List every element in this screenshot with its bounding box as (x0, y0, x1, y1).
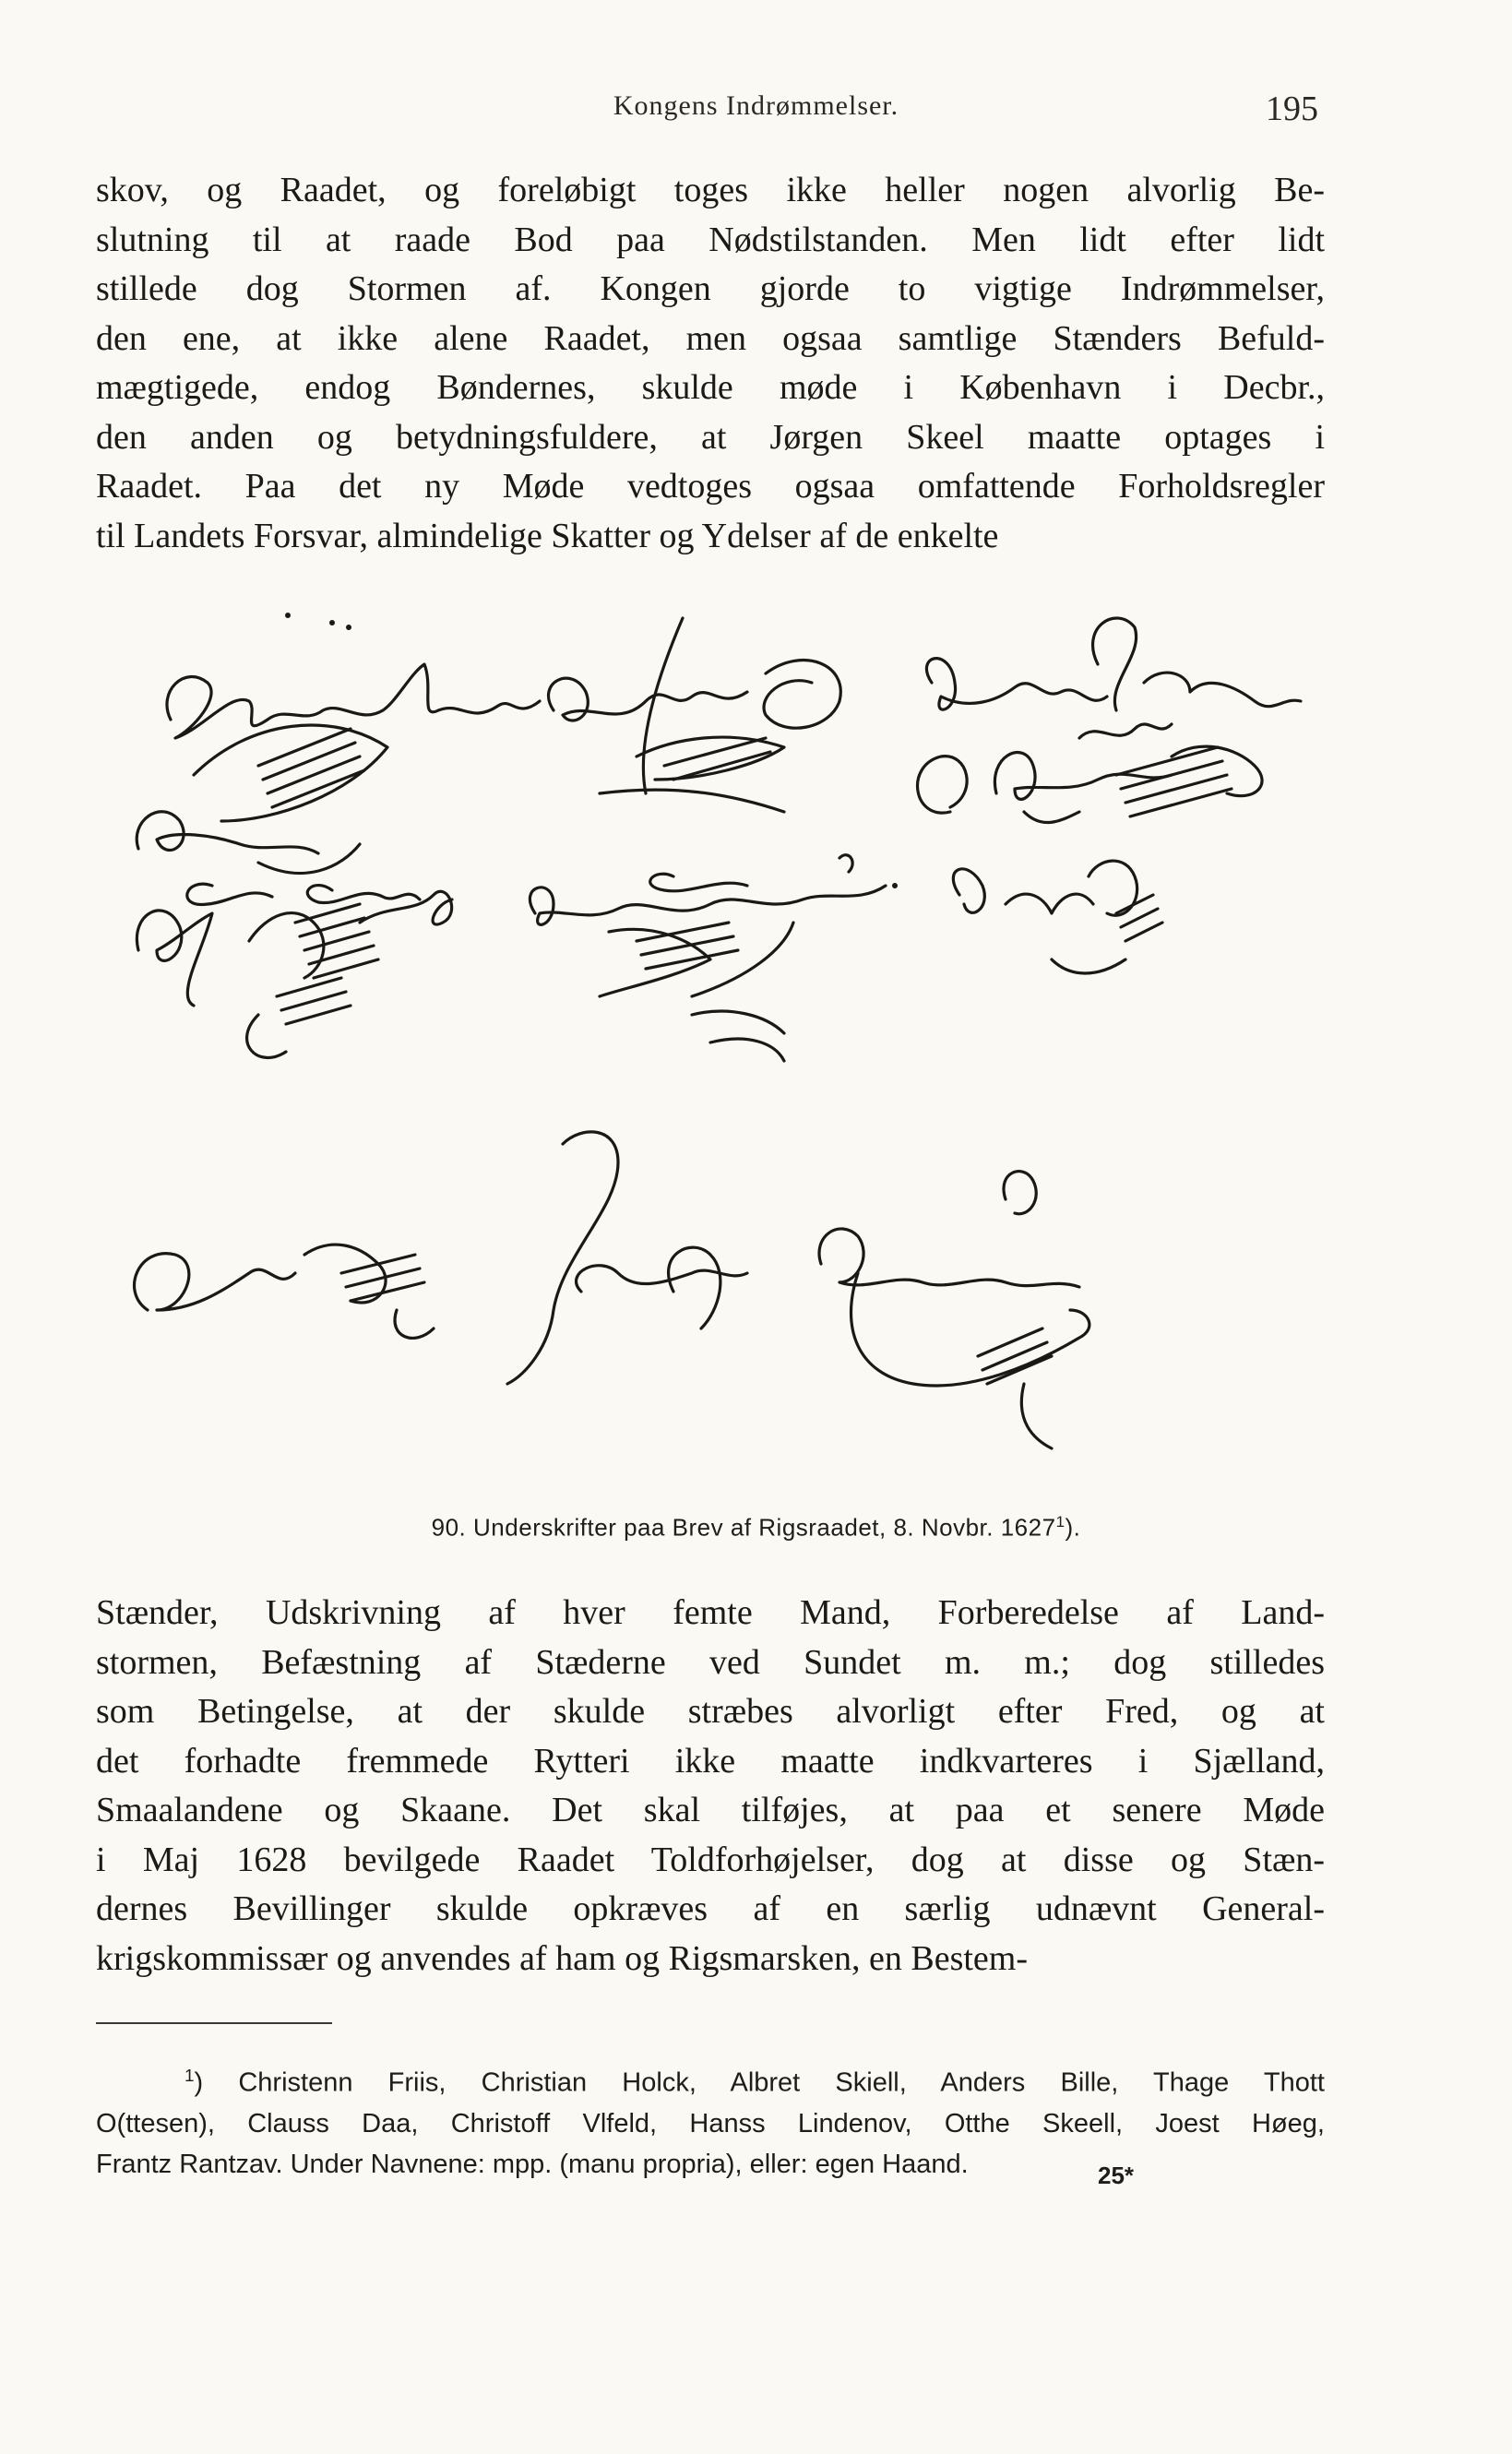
text-line: det forhadte fremmede Rytteri ikke maatte indkvarteres i Sjælland, (96, 1741, 1325, 1781)
text-line: som Betingelse, at der skulde stræbes alvorligt efter Fred, og at (96, 1692, 1325, 1731)
caption-footnote-ref[interactable]: 1 (1055, 1513, 1066, 1531)
signature-albret-skiell (926, 618, 1301, 738)
signature-anders-bille (137, 891, 452, 1057)
text-line: krigskommissær og anvendes af ham og Rigsmarsken, en Bestem- (96, 1938, 1029, 1978)
text-line: stillede dog Stormen af. Kongen gjorde to vigtige Indrømmelser, (96, 269, 1325, 308)
caption-number: 90. (431, 1513, 467, 1542)
text-line: til Landets Forsvar, almindelige Skatter og Ydelser af de enkelte (96, 516, 999, 555)
text-line: Raadet. Paa det ny Møde vedtoges ogsaa omfattende Forholdsregler (96, 467, 1325, 506)
text-line: Stænder, Udskrivning af hver femte Mand, Forberedelse af Land- (96, 1593, 1325, 1632)
signature-christian-holck (549, 618, 841, 812)
figure-caption (0, 1513, 1512, 1543)
text-line: stormen, Befæstning af Stæderne ved Sundet m. m.; dog stilledes (96, 1642, 1325, 1682)
paragraph-bottom (96, 1589, 1325, 1983)
ink-dot (346, 625, 351, 630)
ink-dot (285, 613, 291, 618)
signatures-illustration (120, 609, 1347, 1467)
paragraph-top (96, 166, 1325, 561)
text-line: dernes Bevillinger skulde opkræves af en særlig udnævnt General- (96, 1889, 1325, 1928)
ink-dot (329, 620, 335, 625)
page-number: 195 (1266, 89, 1318, 128)
signature-joest-hoeg (507, 1132, 747, 1384)
text-line: den ene, at ikke alene Raadet, men ogsaa samtlige Stænders Befuld- (96, 318, 1325, 358)
running-head: Kongens Indrømmelser. (613, 90, 899, 121)
signature-hanss-lindenov (953, 861, 1162, 973)
text-line: i Maj 1628 bevilgede Raadet Toldforhøjelser, dog at disse og Stæn- (96, 1840, 1325, 1879)
caption-tail: ). (1065, 1513, 1081, 1542)
printer-signature-mark: 25* (1098, 2162, 1135, 2189)
caption-text: Underskrifter paa Brev af Rigsraadet, 8. Novbr. 1627 (473, 1513, 1056, 1542)
footnote-line: Frantz Rantzav. Under Navnene: mpp. (manu propria), eller: egen Haand. (96, 2149, 969, 2179)
footnote-divider (96, 2022, 332, 2024)
footnote (96, 2055, 1325, 2185)
signatures-figure (120, 609, 1347, 1467)
footnote-text: Christenn Friis, Christian Holck, Albret Skiell, Anders Bille, Thage Thott (238, 2067, 1325, 2098)
ink-dot (892, 883, 898, 888)
text-line: skov, og Raadet, og foreløbigt toges ikke heller nogen alvorlig Be- (96, 171, 1325, 209)
signature-christenn-friis (137, 664, 540, 904)
footnote-marker-close: ) (194, 2067, 204, 2098)
signature-otthe-skeell (135, 1245, 434, 1338)
signature-thage-thott (530, 855, 886, 1061)
text-line: mægtigede, endog Bøndernes, skulde møde i København i Decbr., (96, 368, 1325, 407)
text-line: Smaalandene og Skaane. Det skal tilføjes, at paa et senere Møde (96, 1791, 1325, 1829)
signature-clauss-daa (918, 746, 1263, 822)
signature-frantz-rantzav (819, 1172, 1089, 1448)
footnote-marker: 1 (185, 2066, 195, 2085)
footnote-line: O(ttesen), Clauss Daa, Christoff Vlfeld, Hanss Lindenov, Otthe Skeell, Joest Høeg, (96, 2108, 1325, 2138)
footnote-line (96, 2055, 1325, 2103)
text-line: den anden og betydningsfuldere, at Jørgen Skeel maatte optages i (96, 417, 1325, 457)
text-line: slutning til at raade Bod paa Nødstilstanden. Men lidt efter lidt (96, 220, 1325, 259)
